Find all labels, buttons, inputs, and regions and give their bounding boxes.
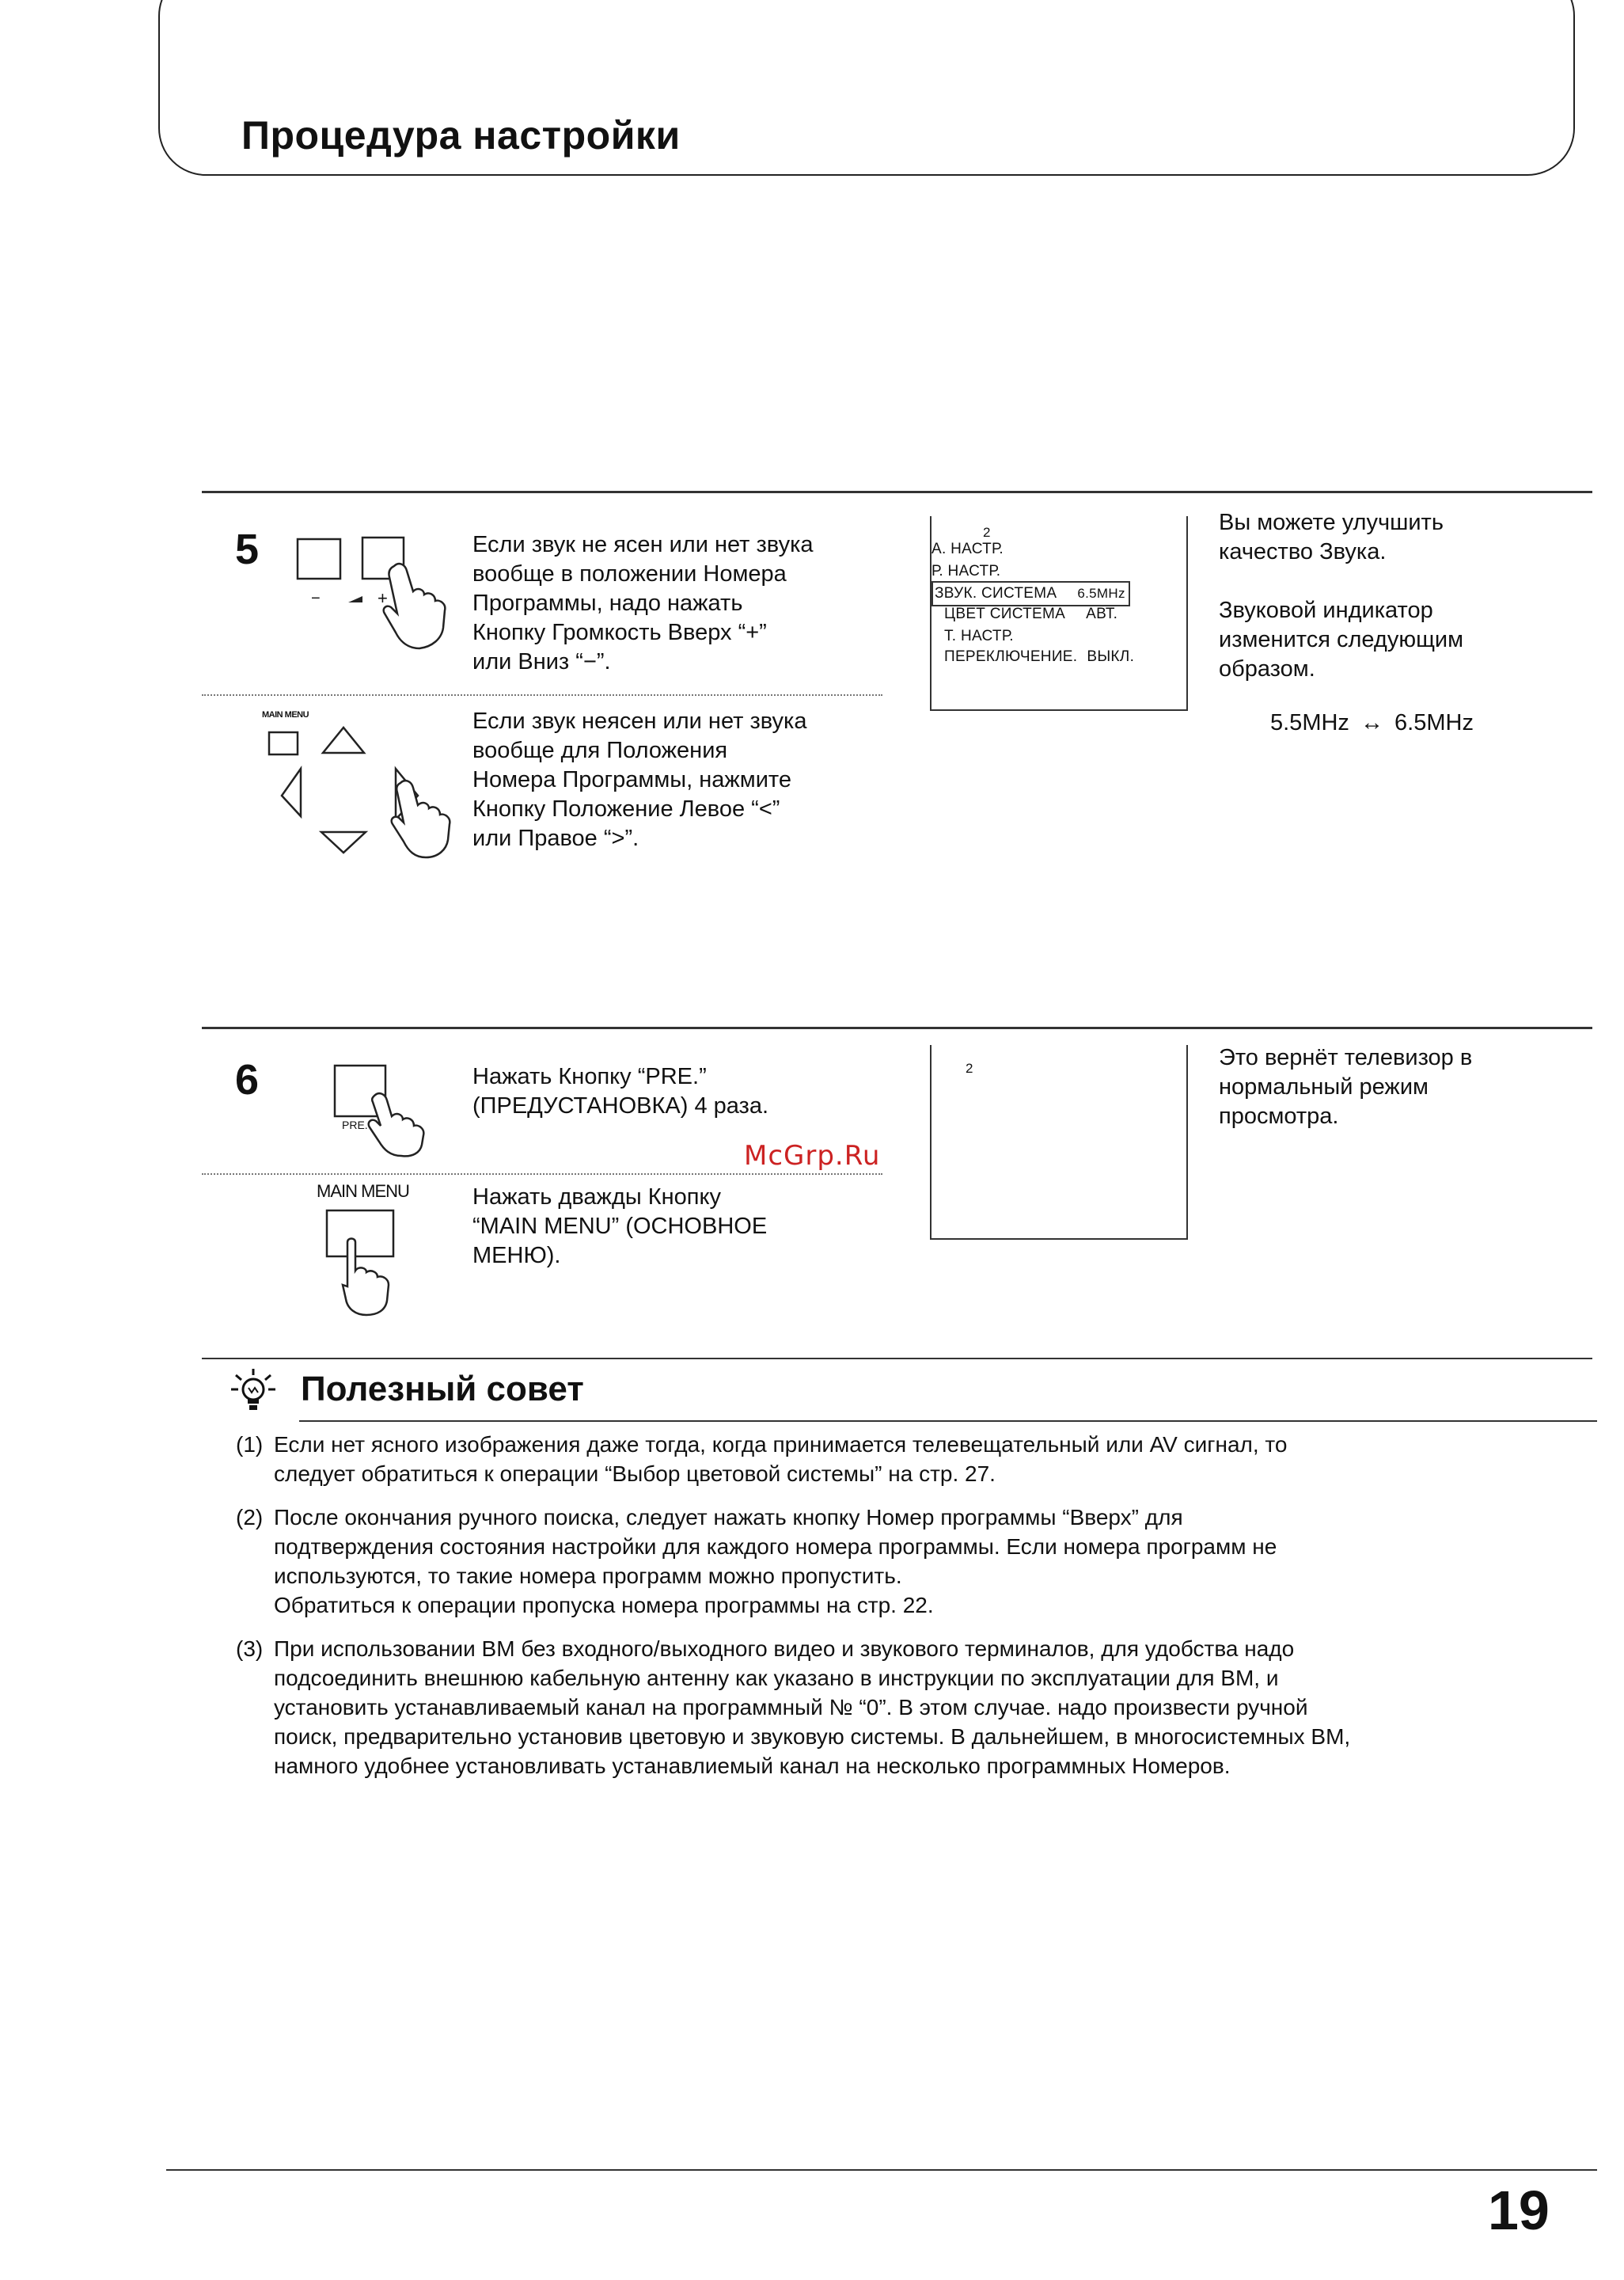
volume-plus-label: + [378, 588, 388, 608]
step6-top-rule [202, 1027, 1592, 1029]
tip-number: (3) [236, 1636, 264, 1661]
hand-pointer-icon [384, 564, 446, 648]
main-menu-button [327, 1210, 393, 1256]
watermark: McGrp.Ru [744, 1140, 881, 1172]
tip-item-1 [236, 1430, 1580, 1488]
step5-instruction-a: Если звук не ясен или нет звука вообще в положении Номера Программы, надо нажать Кнопку Громкость Вверх “+” или Вниз “−”. [472, 532, 814, 674]
tip-item-3 [236, 1634, 1580, 1780]
freq-arrow-icon: ↔ [1360, 710, 1383, 735]
menu-item-a-nastr: А. НАСТР. [932, 541, 1004, 557]
tip-item-2 [236, 1503, 1580, 1620]
tip-text: После окончания ручного поиска, следует нажать кнопку Номер программы “Вверх” для подтверждения состояния настройки для каждого номера программы. Если номера программ не используются, то такие номера программ можно пропустить. Обратиться к операции пропуска номера программы на стр. 22. [274, 1505, 1277, 1617]
lightbulb-icon [231, 1367, 275, 1415]
hand-pointer-icon [369, 1093, 424, 1156]
up-arrow-icon [323, 728, 364, 753]
step6-instruction-a: Нажать Кнопку “PRE.” (ПРЕДУСТАНОВКА) 4 раза. [472, 1064, 769, 1119]
step6-tv-screen [930, 1045, 1188, 1240]
volume-down-button [298, 539, 340, 579]
lightbulb-svg [231, 1367, 275, 1415]
hand-pointer-icon [392, 781, 450, 857]
step5-top-rule [202, 491, 1592, 493]
footer-rule [166, 2169, 1597, 2171]
cursor-pad-illustration [261, 716, 467, 867]
volume-ramp-icon [348, 596, 362, 602]
step5-instruction-b: Если звук неясен или нет звука вообще для Положения Номера Программы, нажмите Кнопку Положение Левое “<” или Правое “>”. [472, 709, 807, 851]
screen6-program-number: 2 [966, 1061, 973, 1076]
tips-title: Полезный совет [301, 1370, 584, 1408]
sound-system-label: ЗВУК. СИСТЕМА [935, 585, 1057, 602]
menu-item-t-nastr: Т. НАСТР. [944, 628, 1014, 644]
main-menu-small-button [269, 732, 298, 754]
step6-dotted-divider [202, 1173, 882, 1175]
tip-text: При использовании ВМ без входного/выходного видео и звукового терминалов, для удобства надо подсоединить внешнюю кабельную антенну как указано в инструкции по эксплуатации для ВМ, и установить устанавливаемый канал на программный № “0”. В этом случае. надо произвести ручной поиск, предварительно установив цветовую и звуковую системы. В дальнейшем, в многосистемных ВМ, намного удобнее установливать устанавлиемый канал на несколько программных Номеров. [274, 1636, 1351, 1778]
main-menu-button-illustration [321, 1207, 415, 1318]
step5-tv-screen [930, 516, 1188, 711]
screen-program-number: 2 [983, 525, 991, 540]
pre-button-illustration [321, 1061, 439, 1156]
color-system-label: ЦВЕТ СИСТЕМА [944, 606, 1066, 622]
sound-system-value: 6.5MHz [1077, 586, 1125, 601]
menu-item-switch [944, 646, 1134, 668]
menu-item-r-nastr: Р. НАСТР. [932, 563, 1001, 580]
tip-text: Если нет ясного изображения даже тогда, когда принимается телевещательный или AV сигнал, то следует обратиться к операции “Выбор цветовой системы” на стр. 27. [274, 1432, 1288, 1486]
switch-value: ВЫКЛ. [1087, 648, 1135, 665]
cursor-pad-svg [261, 716, 467, 867]
tip-number: (2) [236, 1505, 264, 1530]
page-number: 19 [1488, 2179, 1550, 2241]
freq-b: 6.5MHz [1394, 710, 1474, 735]
left-arrow-icon [282, 769, 301, 816]
step5-number: 5 [235, 526, 260, 573]
page-title: Процедура настройки [241, 113, 681, 158]
main-menu-label: MAIN MENU [317, 1181, 409, 1201]
color-system-value: АВТ. [1086, 606, 1118, 622]
step5-dotted-divider [202, 694, 882, 696]
tip-number: (1) [236, 1432, 264, 1457]
pre-button-label: PRE. [342, 1119, 368, 1131]
menu-item-color-system [944, 603, 1117, 625]
hand-pointer-icon [343, 1239, 389, 1316]
tips-top-rule [202, 1358, 1592, 1359]
switch-label: ПЕРЕКЛЮЧЕНИЕ. [944, 648, 1078, 665]
step6-note: Это вернёт телевизор в нормальный режим просмотра. [1219, 1045, 1473, 1129]
pre-button-svg [321, 1061, 439, 1156]
down-arrow-icon [321, 832, 366, 853]
volume-minus-label: − [311, 590, 321, 607]
frequency-toggle [1270, 710, 1474, 736]
main-menu-small-label: MAIN MENU [262, 710, 309, 720]
freq-a: 5.5MHz [1270, 710, 1349, 735]
step5-note: Вы можете улучшить качество Звука. Звуковой индикатор изменится следующим образом. [1219, 510, 1464, 682]
step6-instruction-b: Нажать дважды Кнопку “MAIN MENU” (ОСНОВНОЕ МЕНЮ). [472, 1184, 768, 1268]
tips-title-underline [299, 1420, 1597, 1422]
main-menu-button-svg [321, 1207, 415, 1318]
step6-number: 6 [235, 1056, 260, 1104]
